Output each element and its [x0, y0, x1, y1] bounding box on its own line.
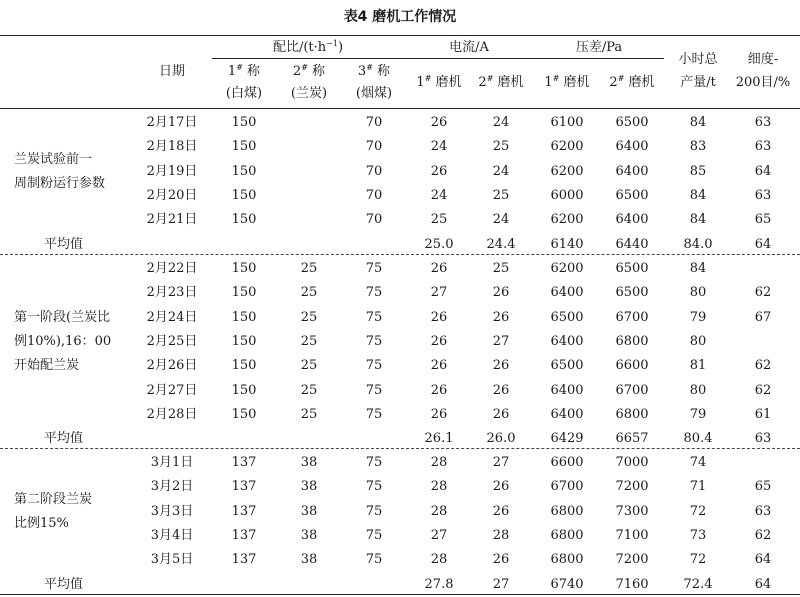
group-label: 开始配兰炭: [14, 358, 80, 374]
cell-ratio-3: 75: [365, 552, 383, 568]
cell-ratio-2: 25: [300, 382, 318, 398]
cell-fineness: 64: [754, 163, 772, 179]
cell-ratio-3: 75: [365, 358, 383, 374]
cell-date: 3月2日: [150, 479, 194, 495]
average-fineness: 64: [754, 576, 772, 592]
cell-ratio-3: 70: [365, 187, 383, 203]
cell-pressure-1: 6400: [550, 285, 584, 301]
table-title: 表4 磨机工作情况: [343, 9, 457, 25]
average-hourly-output: 84.0: [683, 236, 713, 252]
cell-hourly-output: 72: [689, 552, 707, 568]
cell-ratio-3: 75: [365, 503, 383, 519]
cell-ratio-3: 75: [365, 479, 383, 495]
cell-current-1: 26: [430, 406, 448, 422]
cell-hourly-output: 84: [689, 261, 707, 276]
average-pressure-1: 6740: [550, 576, 584, 592]
cell-current-1: 27: [430, 285, 448, 301]
cell-pressure-1: 6100: [550, 115, 584, 130]
col-current-1-header: 1# 磨机: [416, 74, 462, 90]
cell-current-2: 25: [492, 139, 510, 155]
average-label: 平均值: [44, 576, 84, 592]
average-current-2: 24.4: [486, 236, 516, 252]
cell-date: 2月19日: [146, 163, 198, 179]
cell-current-2: 27: [492, 333, 510, 349]
cell-current-2: 26: [492, 309, 510, 325]
col-ratio-2-sub: (兰炭): [290, 86, 328, 101]
cell-current-1: 28: [430, 552, 448, 568]
average-current-1: 26.1: [424, 431, 454, 447]
average-current-1: 27.8: [424, 576, 454, 592]
cell-ratio-3: 70: [365, 115, 383, 130]
cell-pressure-2: 7100: [615, 527, 649, 543]
cell-current-1: 26: [430, 261, 448, 276]
cell-ratio-2: 25: [300, 333, 318, 349]
cell-date: 3月1日: [150, 455, 194, 470]
cell-current-2: 27: [492, 455, 510, 470]
col-hourly-header-top: 小时总: [678, 52, 718, 67]
group-label: 第二阶段兰炭: [14, 491, 93, 507]
bottom-rule: [0, 594, 800, 595]
cell-ratio-2: 25: [300, 309, 318, 325]
cell-hourly-output: 84: [689, 212, 707, 228]
cell-fineness: 63: [754, 503, 772, 519]
header-bottom-rule: [0, 108, 800, 109]
cell-pressure-1: 6800: [550, 527, 584, 543]
cell-ratio-1: 150: [231, 309, 257, 325]
cell-ratio-3: 75: [365, 406, 383, 422]
cell-pressure-2: 6700: [615, 309, 649, 325]
cell-date: 2月26日: [146, 358, 198, 374]
cell-pressure-2: 6400: [615, 139, 649, 155]
cell-ratio-3: 75: [365, 333, 383, 349]
col-fineness-header-top: 细度-: [747, 52, 779, 67]
cell-date: 2月27日: [146, 382, 198, 398]
cell-pressure-2: 6400: [615, 212, 649, 228]
cell-ratio-2: 38: [300, 479, 318, 495]
cell-ratio-1: 137: [231, 479, 257, 495]
cell-pressure-2: 7200: [615, 479, 649, 495]
average-current-1: 25.0: [424, 236, 454, 252]
cell-pressure-1: 6200: [550, 261, 584, 276]
cell-hourly-output: 85: [689, 163, 707, 179]
cell-current-1: 24: [430, 187, 448, 203]
cell-ratio-3: 70: [365, 163, 383, 179]
cell-pressure-2: 6400: [615, 163, 649, 179]
cell-pressure-1: 6700: [550, 479, 584, 495]
cell-fineness: 64: [754, 552, 772, 568]
average-current-2: 26.0: [486, 431, 516, 447]
average-pressure-1: 6429: [550, 431, 584, 447]
cell-ratio-3: 75: [365, 382, 383, 398]
cell-hourly-output: 71: [689, 479, 707, 495]
col-ratio-3-sub: (烟煤): [355, 86, 393, 101]
cell-hourly-output: 79: [689, 309, 707, 325]
cell-current-1: 28: [430, 479, 448, 495]
cell-pressure-1: 6600: [550, 455, 584, 470]
cell-ratio-1: 150: [231, 261, 257, 276]
col-current-2-header: 2# 磨机: [478, 74, 524, 90]
cell-hourly-output: 84: [689, 187, 707, 203]
cell-ratio-1: 150: [231, 333, 257, 349]
cell-ratio-2: 38: [300, 455, 318, 470]
cell-current-2: 26: [492, 503, 510, 519]
average-fineness: 64: [754, 236, 772, 252]
cell-pressure-1: 6400: [550, 333, 584, 349]
cell-current-2: 26: [492, 552, 510, 568]
cell-ratio-2: 25: [300, 358, 318, 374]
cell-ratio-2: 25: [300, 406, 318, 422]
cell-current-2: 26: [492, 406, 510, 422]
cell-ratio-2: 25: [300, 285, 318, 301]
cell-current-1: 26: [430, 163, 448, 179]
cell-current-1: 26: [430, 115, 448, 130]
col-ratio-3-header: 3# 称: [357, 63, 391, 79]
cell-pressure-1: 6000: [550, 187, 584, 203]
top-rule: [0, 35, 800, 36]
cell-current-1: 26: [430, 382, 448, 398]
cell-hourly-output: 81: [689, 358, 707, 374]
cell-date: 3月4日: [150, 527, 194, 543]
cell-ratio-3: 75: [365, 309, 383, 325]
col-date-header: 日期: [158, 64, 186, 79]
cell-ratio-1: 137: [231, 455, 257, 470]
cell-ratio-1: 137: [231, 527, 257, 543]
cell-pressure-2: 6500: [615, 285, 649, 301]
cell-current-1: 26: [430, 358, 448, 374]
average-hourly-output: 80.4: [683, 431, 713, 447]
cell-date: 2月28日: [146, 406, 198, 422]
cell-fineness: 65: [754, 479, 772, 495]
cell-current-2: 26: [492, 285, 510, 301]
cell-pressure-2: 6700: [615, 382, 649, 398]
cell-hourly-output: 72: [689, 503, 707, 519]
cell-current-1: 28: [430, 503, 448, 519]
col-ratio-1-header: 1# 称: [227, 63, 261, 79]
cell-ratio-3: 70: [365, 212, 383, 228]
cell-ratio-1: 150: [231, 163, 257, 179]
cell-pressure-2: 6500: [615, 187, 649, 203]
col-hourly-header-bottom: 产量/t: [680, 75, 716, 90]
average-pressure-2: 7160: [615, 576, 649, 592]
average-label: 平均值: [44, 431, 84, 447]
cell-date: 2月25日: [146, 333, 198, 349]
cell-date: 2月20日: [146, 187, 198, 203]
cell-pressure-1: 6200: [550, 163, 584, 179]
cell-hourly-output: 80: [689, 333, 707, 349]
cell-pressure-2: 6500: [615, 261, 649, 276]
cell-pressure-2: 6600: [615, 358, 649, 374]
cell-pressure-1: 6400: [550, 406, 584, 422]
col-pressure-2-header: 2# 磨机: [609, 74, 655, 90]
cell-current-2: 24: [492, 163, 510, 179]
cell-current-1: 26: [430, 333, 448, 349]
cell-current-1: 25: [430, 212, 448, 228]
cell-pressure-1: 6400: [550, 382, 584, 398]
cell-date: 2月22日: [146, 261, 198, 276]
cell-ratio-3: 75: [365, 285, 383, 301]
group-label: 兰炭试验前一: [14, 151, 93, 167]
cell-pressure-2: 6800: [615, 333, 649, 349]
cell-current-2: 28: [492, 527, 510, 543]
cell-hourly-output: 84: [689, 115, 707, 130]
cell-current-2: 24: [492, 212, 510, 228]
cell-date: 2月21日: [146, 212, 198, 228]
cell-current-1: 27: [430, 527, 448, 543]
cell-date: 2月24日: [146, 309, 198, 325]
col-fineness-header-bottom: 200目/%: [735, 75, 791, 90]
cell-ratio-1: 150: [231, 115, 257, 130]
cell-ratio-1: 137: [231, 552, 257, 568]
cell-current-1: 28: [430, 455, 448, 470]
cell-current-2: 26: [492, 358, 510, 374]
cell-current-2: 26: [492, 382, 510, 398]
cell-fineness: 67: [754, 309, 772, 325]
cell-ratio-1: 150: [231, 285, 257, 301]
col-pressure-group-header: 压差/Pa: [575, 40, 623, 55]
cell-date: 2月17日: [146, 115, 198, 130]
group-label: 第一阶段(兰炭比: [14, 310, 111, 326]
cell-ratio-3: 70: [365, 139, 383, 155]
cell-ratio-3: 75: [365, 527, 383, 543]
cell-ratio-1: 150: [231, 139, 257, 155]
cell-fineness: 65: [754, 212, 772, 228]
cell-fineness: 63: [754, 187, 772, 203]
average-current-2: 27: [492, 576, 510, 592]
cell-pressure-1: 6800: [550, 503, 584, 519]
cell-hourly-output: 80: [689, 382, 707, 398]
cell-pressure-1: 6200: [550, 212, 584, 228]
cell-current-2: 25: [492, 261, 510, 276]
col-pressure-1-header: 1# 磨机: [544, 74, 590, 90]
cell-pressure-2: 6800: [615, 406, 649, 422]
cell-current-2: 26: [492, 479, 510, 495]
cell-current-2: 24: [492, 115, 510, 130]
cell-fineness: 63: [754, 115, 772, 130]
cell-ratio-1: 150: [231, 382, 257, 398]
cell-ratio-2: 38: [300, 552, 318, 568]
cell-fineness: 61: [754, 406, 772, 422]
group-label: 例10%),16：00: [14, 334, 112, 350]
cell-fineness: 62: [754, 285, 772, 301]
col-ratio-2-header: 2# 称: [292, 63, 326, 79]
cell-current-1: 26: [430, 309, 448, 325]
cell-ratio-1: 137: [231, 503, 257, 519]
col-ratio-group-header: 配比$/(t\cdot h^{-1})$: [272, 39, 344, 55]
cell-fineness: 62: [754, 358, 772, 374]
cell-pressure-1: 6500: [550, 309, 584, 325]
average-label: 平均值: [44, 236, 84, 252]
cell-date: 2月23日: [146, 285, 198, 301]
average-pressure-2: 6440: [615, 236, 649, 252]
cell-current-2: 25: [492, 187, 510, 203]
average-fineness: 63: [754, 431, 772, 447]
cell-ratio-2: 38: [300, 503, 318, 519]
cell-ratio-3: 75: [365, 455, 383, 470]
cell-fineness: 63: [754, 139, 772, 155]
cell-fineness: 62: [754, 382, 772, 398]
cell-date: 2月18日: [146, 139, 198, 155]
average-hourly-output: 72.4: [683, 576, 713, 592]
cell-ratio-1: 150: [231, 358, 257, 374]
cell-hourly-output: 74: [689, 455, 707, 470]
group-label: 比例15%: [14, 515, 69, 531]
cell-ratio-1: 150: [231, 406, 257, 422]
col-ratio-1-sub: (白煤): [225, 86, 263, 101]
cell-pressure-2: 7000: [615, 455, 649, 470]
cell-ratio-1: 150: [231, 212, 257, 228]
cell-current-1: 24: [430, 139, 448, 155]
cell-pressure-1: 6200: [550, 139, 584, 155]
cell-pressure-2: 7300: [615, 503, 649, 519]
cell-pressure-1: 6800: [550, 552, 584, 568]
cell-pressure-1: 6500: [550, 358, 584, 374]
cell-fineness: 62: [754, 527, 772, 543]
cell-pressure-2: 7200: [615, 552, 649, 568]
cell-ratio-1: 150: [231, 187, 257, 203]
cell-pressure-2: 6500: [615, 115, 649, 130]
group2-separator: [0, 448, 800, 449]
cell-date: 3月3日: [150, 503, 194, 519]
cell-hourly-output: 73: [689, 527, 707, 543]
average-pressure-2: 6657: [615, 431, 649, 447]
group1-separator: [0, 254, 800, 255]
average-pressure-1: 6140: [550, 236, 584, 252]
cell-hourly-output: 83: [689, 139, 707, 155]
cell-hourly-output: 79: [689, 406, 707, 422]
cell-hourly-output: 80: [689, 285, 707, 301]
group-label: 周制粉运行参数: [14, 175, 106, 191]
cell-ratio-2: 38: [300, 527, 318, 543]
col-current-group-header: 电流/A: [449, 40, 489, 55]
cell-date: 3月5日: [150, 552, 194, 568]
cell-ratio-3: 75: [365, 261, 383, 276]
cell-ratio-2: 25: [300, 261, 318, 276]
